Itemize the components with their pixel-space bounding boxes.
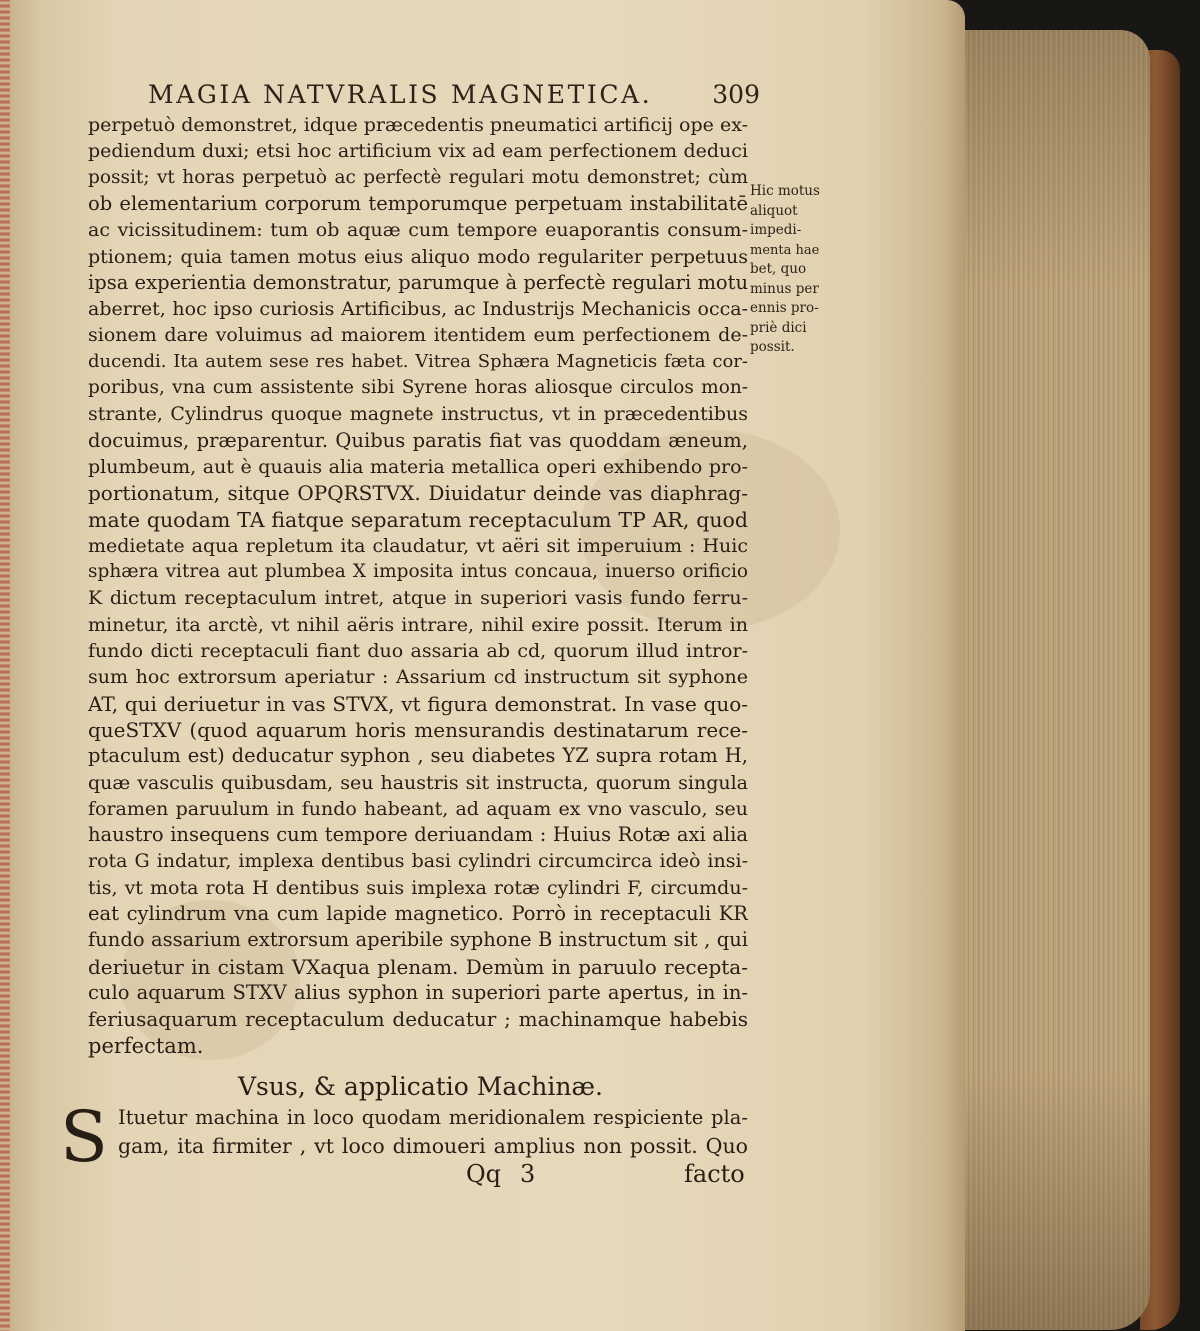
text-line: fundo dicti receptaculi fiant duo assaria ab cd, quorum illud intror-	[88, 640, 748, 662]
text-line: docuimus, præparentur. Quibus paratis fiat vas quoddam æneum,	[88, 428, 748, 452]
text-line: plumbeum, aut è quauis alia materia metallica operi exhibendo pro-	[88, 455, 748, 478]
section-text-line: Ituetur machina in loco quodam meridionalem respiciente pla-	[118, 1106, 748, 1129]
margin-note-line: ennis pro-	[750, 300, 819, 316]
text-line: ducendi. Ita autem sese res habet. Vitrea Sphæra Magneticis fæta cor-	[88, 350, 748, 372]
text-line: sphæra vitrea aut plumbea X imposita intus concaua, inuerso orificio	[88, 561, 748, 583]
text-line: fundo assarium extrorsum aperibile syphone B instructum sit , qui	[88, 928, 748, 952]
text-line: mate quodam TA fiatque separatum receptaculum TP AR, quod	[88, 507, 748, 532]
text-line: portionatum, sitque OPQRSTVX. Diuidatur deinde vas diaphrag-	[88, 481, 748, 506]
text-line: culo aquarum STXV alius syphon in superiori parte apertus, in in-	[88, 980, 748, 1004]
margin-note-line: Hic motus	[750, 183, 820, 199]
text-line: ptaculum est) deducatur syphon , seu diabetes YZ supra rotam H,	[88, 744, 748, 768]
margin-note-line: menta hae	[750, 242, 820, 258]
running-head-title: MAGIA NATVRALIS MAGNETICA.	[148, 80, 653, 109]
margin-note-line: aliquot	[750, 202, 798, 219]
signature-mark: Qq	[466, 1160, 502, 1188]
section-heading: Vsus, & applicatio Machinæ.	[238, 1072, 603, 1101]
margin-note-line: priè dici	[750, 319, 807, 336]
margin-note-line: minus per	[750, 280, 819, 297]
text-line: feriusaquarum receptaculum deducatur ; machinamque habebis	[88, 1007, 748, 1032]
text-line: queSTXV (quod aquarum horis mensurandis destinatarum rece-	[88, 717, 748, 742]
text-line: perfectam.	[88, 1033, 204, 1058]
text-line: pediendum duxi; etsi hoc artificium vix ad eam perfectionem deduci	[88, 140, 748, 163]
text-line: rota G indatur, implexa dentibus basi cylindri circumcirca ideò insi-	[88, 850, 748, 873]
text-line: medietate aqua repletum ita claudatur, vt aëri sit imperuium : Huic	[88, 534, 748, 557]
text-line: eat cylindrum vna cum lapide magnetico. Porrò in receptaculi KR	[88, 902, 748, 925]
catchword: facto	[684, 1160, 745, 1188]
binding-thread	[0, 0, 10, 1331]
running-head	[148, 80, 760, 114]
text-line: possit; vt horas perpetuò ac perfectè regulari motu demonstret; cùm	[88, 166, 748, 188]
drop-cap-initial: S	[60, 1096, 108, 1178]
text-line: ipsa experientia demonstratur, parumque à perfectè regulari motu	[88, 270, 748, 294]
text-line: tis, vt mota rota H dentibus suis implexa rotæ cylindri F, circumdu-	[88, 876, 748, 899]
text-line: quæ vasculis quibusdam, seu haustris sit instructa, quorum singula	[88, 771, 748, 794]
signature-number: 3	[520, 1160, 536, 1188]
page-fore-edge-shading	[960, 30, 1150, 1330]
text-line: minetur, ita arctè, vt nihil aëris intrare, nihil exire possit. Iterum in	[88, 613, 748, 636]
text-line: sum hoc extrorsum aperiatur : Assarium cd instructum sit syphone	[88, 666, 748, 689]
text-line: ob elementarium corporum temporumque perpetuam instabilitatē	[88, 191, 748, 215]
margin-note-line: impedi-	[750, 222, 802, 238]
text-line: ptionem; quia tamen motus eius aliquo modo regulariter perpetuus	[88, 245, 748, 268]
section-text-line: gam, ita firmiter , vt loco dimoueri amplius non possit. Quo	[118, 1134, 748, 1158]
text-line: haustro insequens cum tempore deriuandam : Huius Rotæ axi alia	[88, 823, 748, 847]
text-line: deriuetur in cistam VXaqua plenam. Demùm in paruulo recepta-	[88, 954, 748, 979]
text-line: sionem dare voluimus ad maiorem itentidem eum perfectionem de-	[88, 324, 748, 347]
text-line: K dictum receptaculum intret, atque in superiori vasis fundo ferru-	[88, 587, 748, 610]
text-line: ac vicissitudinem: tum ob aquæ cum tempore euaporantis consum-	[88, 219, 748, 242]
text-line: aberret, hoc ipso curiosis Artificibus, ac Industrijs Mechanicis occa-	[88, 298, 748, 321]
text-line: strante, Cylindrus quoque magnete instructus, vt in præcedentibus	[88, 403, 748, 426]
text-line: AT, qui deriuetur in vas STVX, vt figura demonstrat. In vase quo-	[88, 691, 748, 716]
margin-note-line: bet, quo	[750, 261, 807, 277]
page-number: 309	[712, 80, 760, 109]
text-line: perpetuò demonstret, idque præcedentis pneumatici artificij ope ex-	[88, 114, 748, 136]
text-line: foramen paruulum in fundo habeant, ad aquam ex vno vasculo, seu	[88, 797, 748, 820]
margin-note-line: possit.	[750, 339, 795, 355]
text-line: poribus, vna cum assistente sibi Syrene horas aliosque circulos mon-	[88, 377, 748, 398]
